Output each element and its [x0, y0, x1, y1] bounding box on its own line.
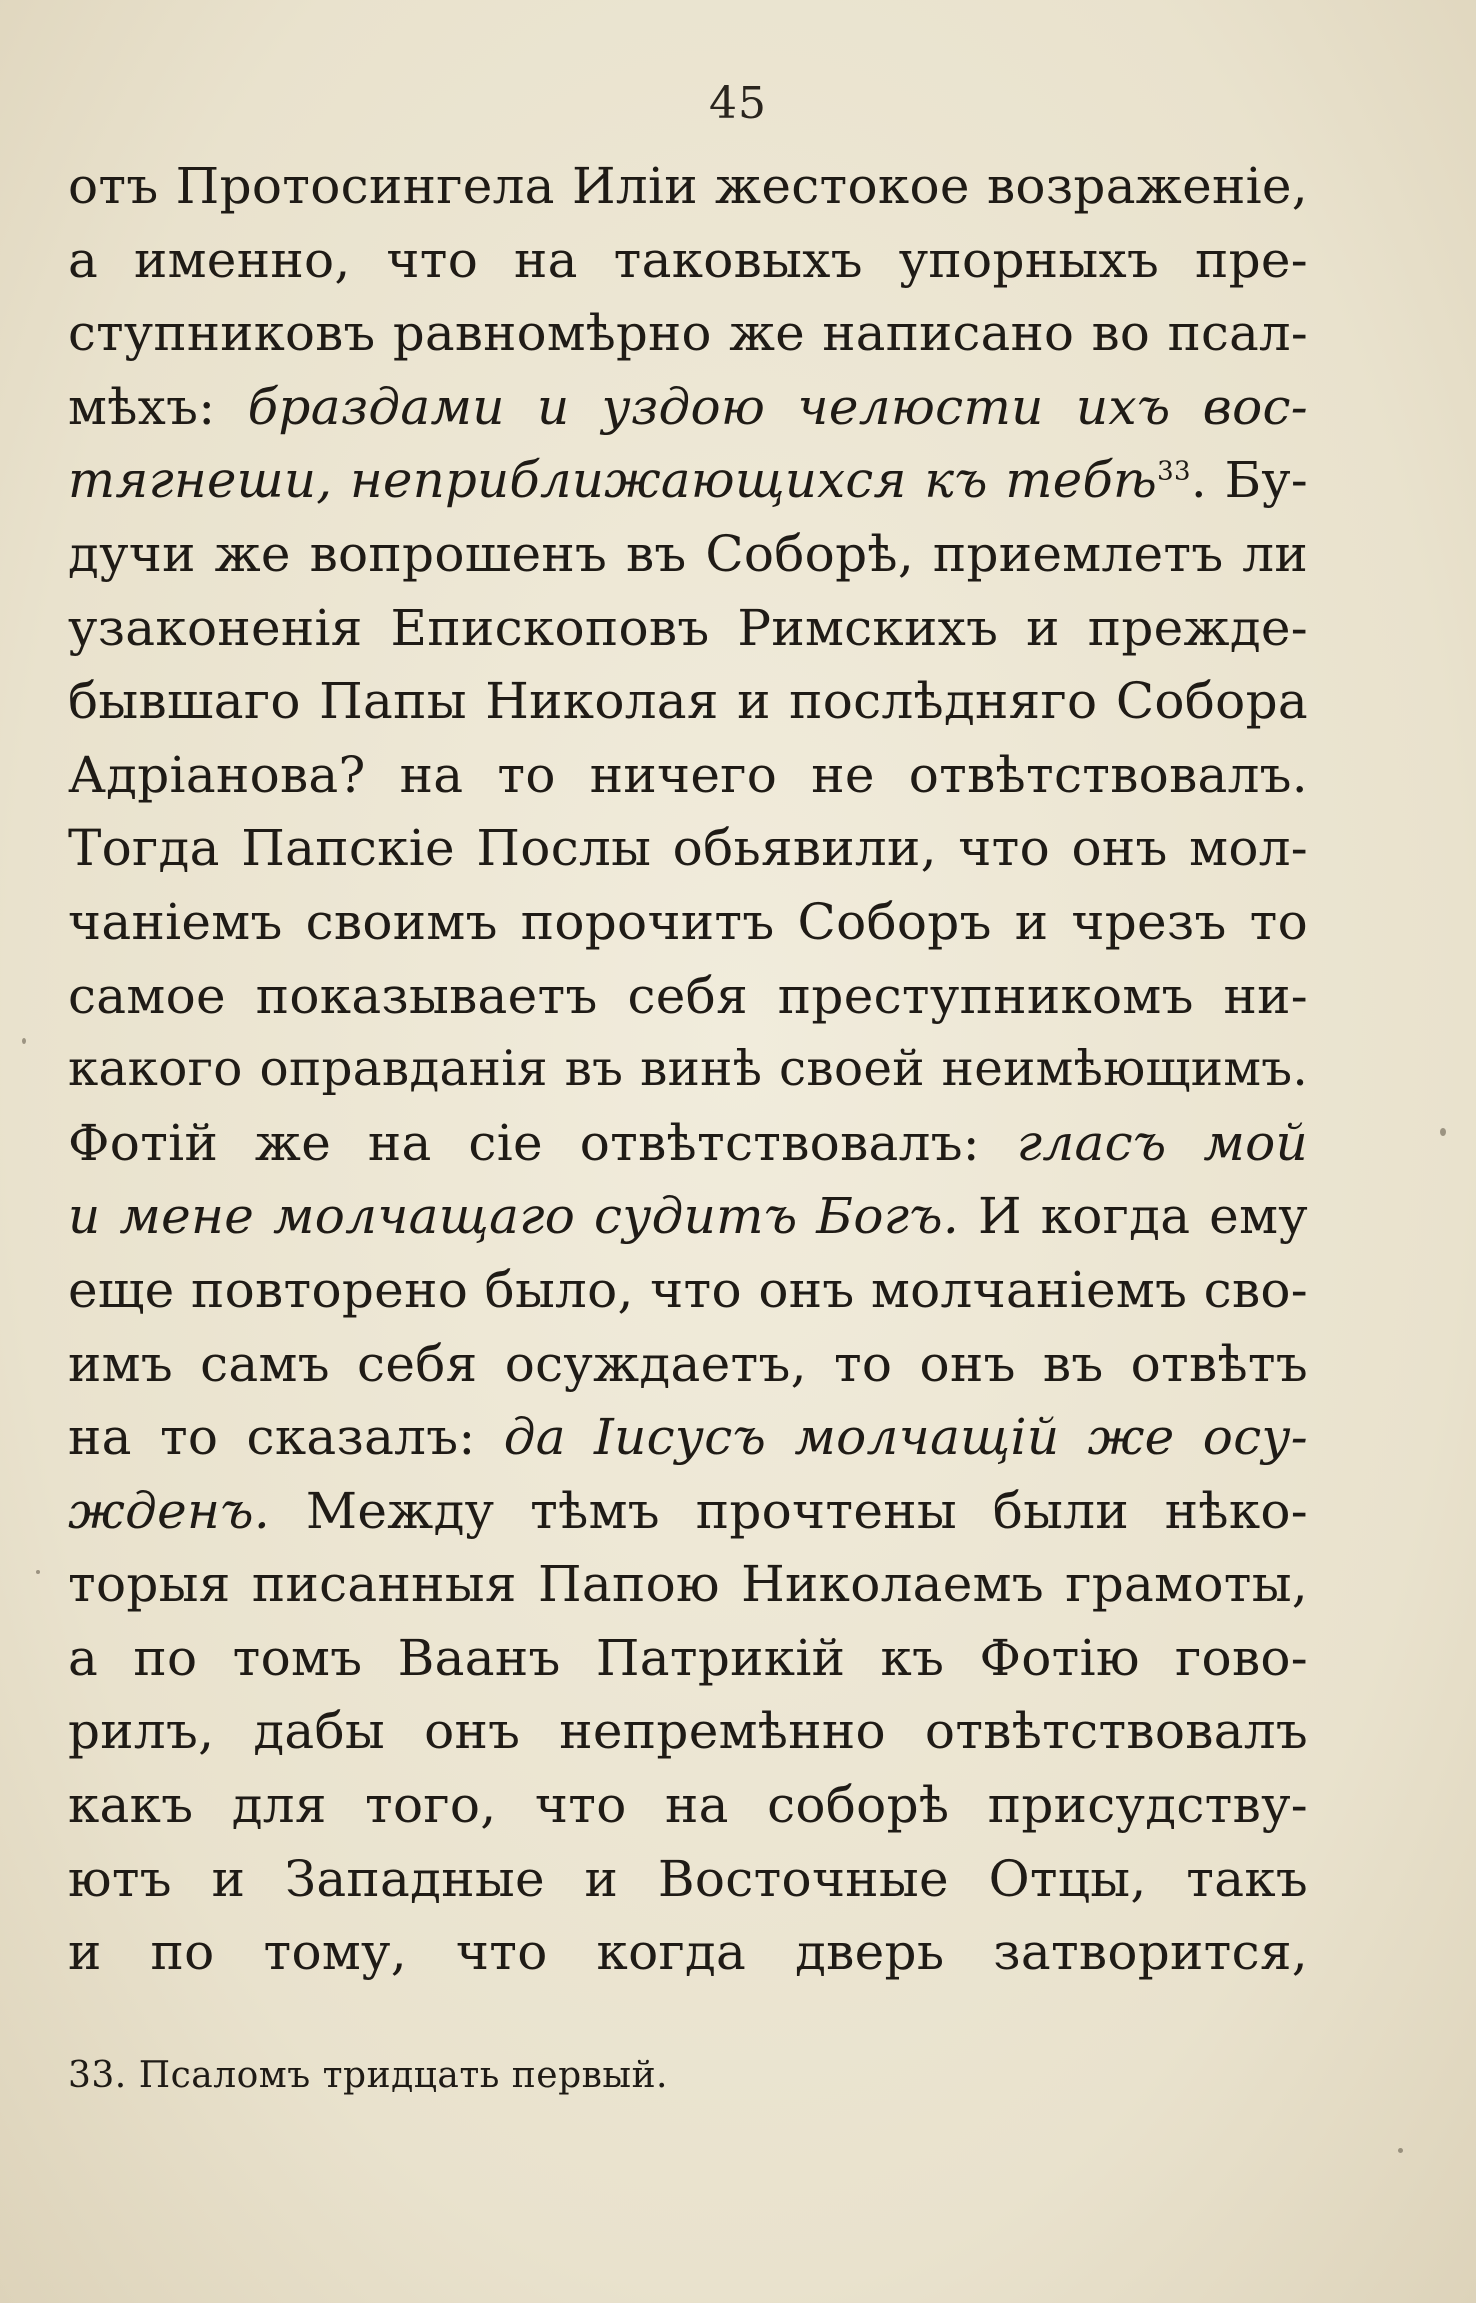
paper-speck	[36, 1570, 40, 1574]
text-line: а именно, что на таковыхъ упорныхъ пре-	[68, 230, 1308, 289]
italic-quote: жденъ.	[68, 1481, 271, 1540]
footnote-marker: 33	[1157, 456, 1191, 487]
text-line	[68, 371, 1308, 445]
page-number: 45	[709, 78, 767, 129]
text-line: а по томъ Ваанъ Патрикій къ Фотію гово-	[68, 1628, 1308, 1687]
text-line	[68, 444, 1308, 518]
text-line	[68, 1475, 1308, 1549]
text-line: узаконенія Епископовъ Римскихъ и прежде-	[68, 598, 1308, 657]
text-line: торыя писанныя Папою Николаемъ грамоты,	[68, 1555, 1308, 1614]
text-line	[68, 1180, 1308, 1254]
text-line: ступниковъ равномѣрно же написано во псал-	[68, 304, 1308, 363]
text-segment: И когда ему	[959, 1187, 1308, 1246]
italic-quote: гласъ мой	[1016, 1113, 1308, 1172]
paper-speck	[1398, 2148, 1403, 2153]
text-line: какъ для того, что на соборѣ присудству-	[68, 1776, 1308, 1835]
text-line: какого оправданія въ винѣ своей неимѣющимъ.	[68, 1041, 1308, 1098]
text-line: и по тому, что когда дверь затворится,	[68, 1923, 1308, 1982]
text-line	[68, 1401, 1308, 1475]
footnote: 33. Псаломъ тридцать первый.	[68, 2055, 669, 2096]
text-line	[68, 1107, 1308, 1181]
text-line: отъ Протосингела Иліи жестокое возраженіе,	[68, 157, 1308, 215]
text-segment: Фотій же на сіе отвѣтствовалъ:	[68, 1113, 1017, 1172]
text-segment: мѣхъ:	[68, 377, 248, 436]
text-segment: на то сказалъ:	[68, 1408, 504, 1467]
text-line: чаніемъ своимъ порочитъ Соборъ и чрезъ то	[68, 892, 1308, 951]
text-line: Тогда Папскіе Послы обьявили, что онъ мол-	[68, 819, 1308, 878]
text-line: имъ самъ себя осуждаетъ, то онъ въ отвѣтъ	[68, 1334, 1308, 1393]
text-line: бывшаго Папы Николая и послѣдняго Собора	[68, 672, 1308, 731]
text-segment: . Бу-	[1190, 451, 1308, 510]
paper-speck	[22, 1038, 26, 1044]
italic-quote: браздами и уздою челюсти ихъ вос-	[247, 377, 1308, 436]
text-line: дучи же вопрошенъ въ Соборѣ, приемлетъ ли	[68, 524, 1308, 583]
text-line: рилъ, дабы онъ непремѣнно отвѣтствовалъ	[68, 1702, 1308, 1761]
text-segment: Между тѣмъ прочтены были нѣко-	[270, 1481, 1308, 1540]
italic-quote: тягнеши, неприближающихся къ тебѣ	[68, 451, 1158, 510]
italic-quote: и мене молчащаго судитъ Богъ.	[68, 1187, 960, 1246]
text-line: Адріанова? на то ничего не отвѣтствовалъ.	[68, 745, 1308, 804]
text-line: самое показываетъ себя преступникомъ ни-	[68, 966, 1308, 1025]
text-line: ютъ и Западные и Восточные Отцы, такъ	[68, 1849, 1308, 1908]
paper-speck	[1440, 1128, 1446, 1136]
body-text	[68, 150, 1308, 1990]
italic-quote: да Іисусъ молчащій же осу-	[503, 1408, 1308, 1467]
text-line: еще повторено было, что онъ молчаніемъ сво-	[68, 1260, 1308, 1319]
